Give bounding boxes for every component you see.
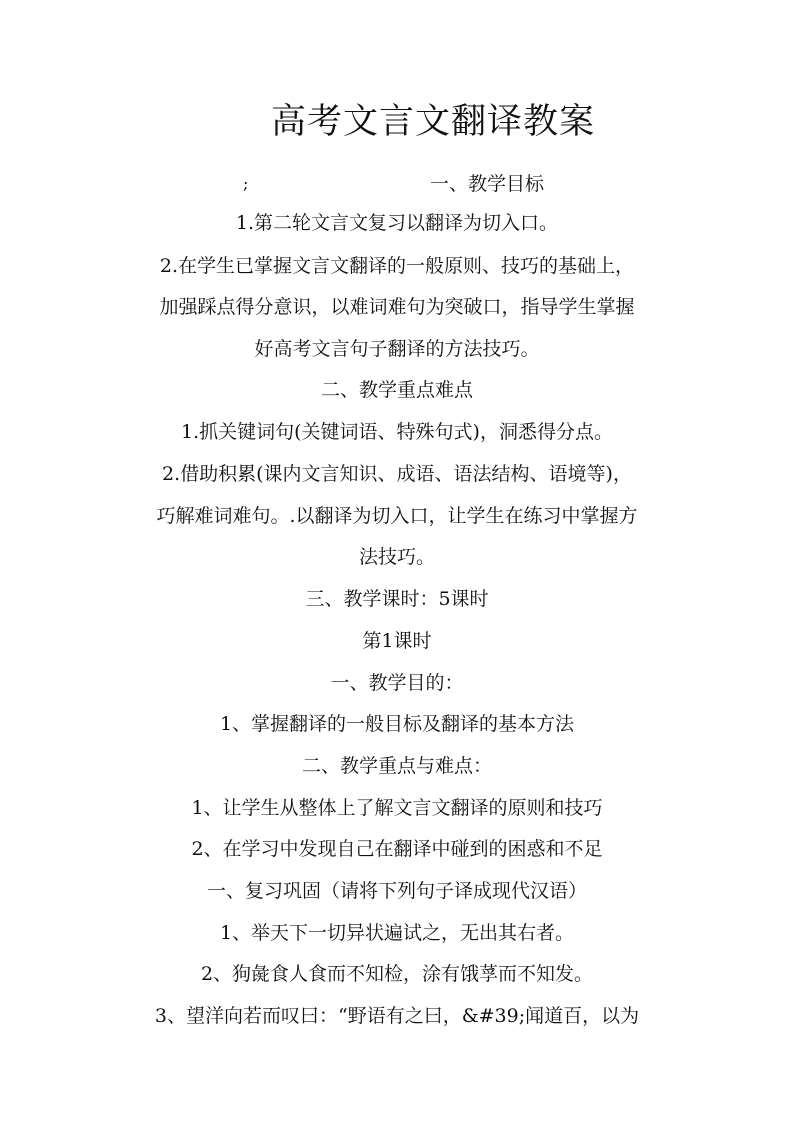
section-heading-key-points: 二、教学重点难点 — [320, 379, 473, 401]
paragraph-line: 巧解难词难句。.以翻译为切入口，让学生在练习中掌握方 — [156, 505, 638, 527]
paragraph-line: 1.抓关键词句(关键词语、特殊句式)，洞悉得分点。 — [181, 421, 613, 443]
section-heading-focus: 二、教学重点与难点： — [301, 755, 492, 777]
paragraph-line: 2.在学生已掌握文言文翻译的一般原则、技巧的基础上， — [159, 255, 635, 277]
paragraph-line: 加强踩点得分意识，以难词难句为突破口，指导学生掌握 — [159, 296, 635, 318]
paragraph-line: 1.第二轮文言文复习以翻译为切入口。 — [235, 212, 559, 234]
paragraph-line: 好高考文言句子翻译的方法技巧。 — [254, 338, 540, 360]
paragraph-line: 1、让学生从整体上了解文言文翻译的原则和技巧 — [191, 797, 603, 819]
stray-mark: ; — [243, 174, 249, 193]
section-heading-purpose: 一、教学目的： — [330, 672, 464, 694]
paragraph-line: 3、望洋向若而叹曰：“野语有之曰，&#39;闻道百，以为 — [154, 1005, 640, 1027]
document-title: 高考文言文翻译教案 — [270, 102, 595, 142]
paragraph-line: 2.借助积累(课内文言知识、成语、语法结构、语境等)， — [162, 463, 632, 485]
paragraph-line: 2、在学习中发现自己在翻译中碰到的困惑和不足 — [191, 838, 603, 860]
section-heading-class-hours: 三、教学课时：5课时 — [305, 588, 489, 610]
section-heading-objectives: 一、教学目标 — [429, 173, 544, 195]
paragraph-line: 1、掌握翻译的一般目标及翻译的基本方法 — [219, 713, 575, 735]
lesson-heading: 第1课时 — [362, 630, 432, 652]
paragraph-line: 法技巧。 — [358, 546, 435, 568]
section-heading-review: 一、复习巩固（请将下列句子译成现代汉语） — [206, 880, 587, 902]
paragraph-line: 2、狗彘食人食而不知检，涂有饿莩而不知发。 — [200, 963, 594, 985]
paragraph-line: 1、举天下一切异状遍试之，无出其右者。 — [219, 922, 575, 944]
